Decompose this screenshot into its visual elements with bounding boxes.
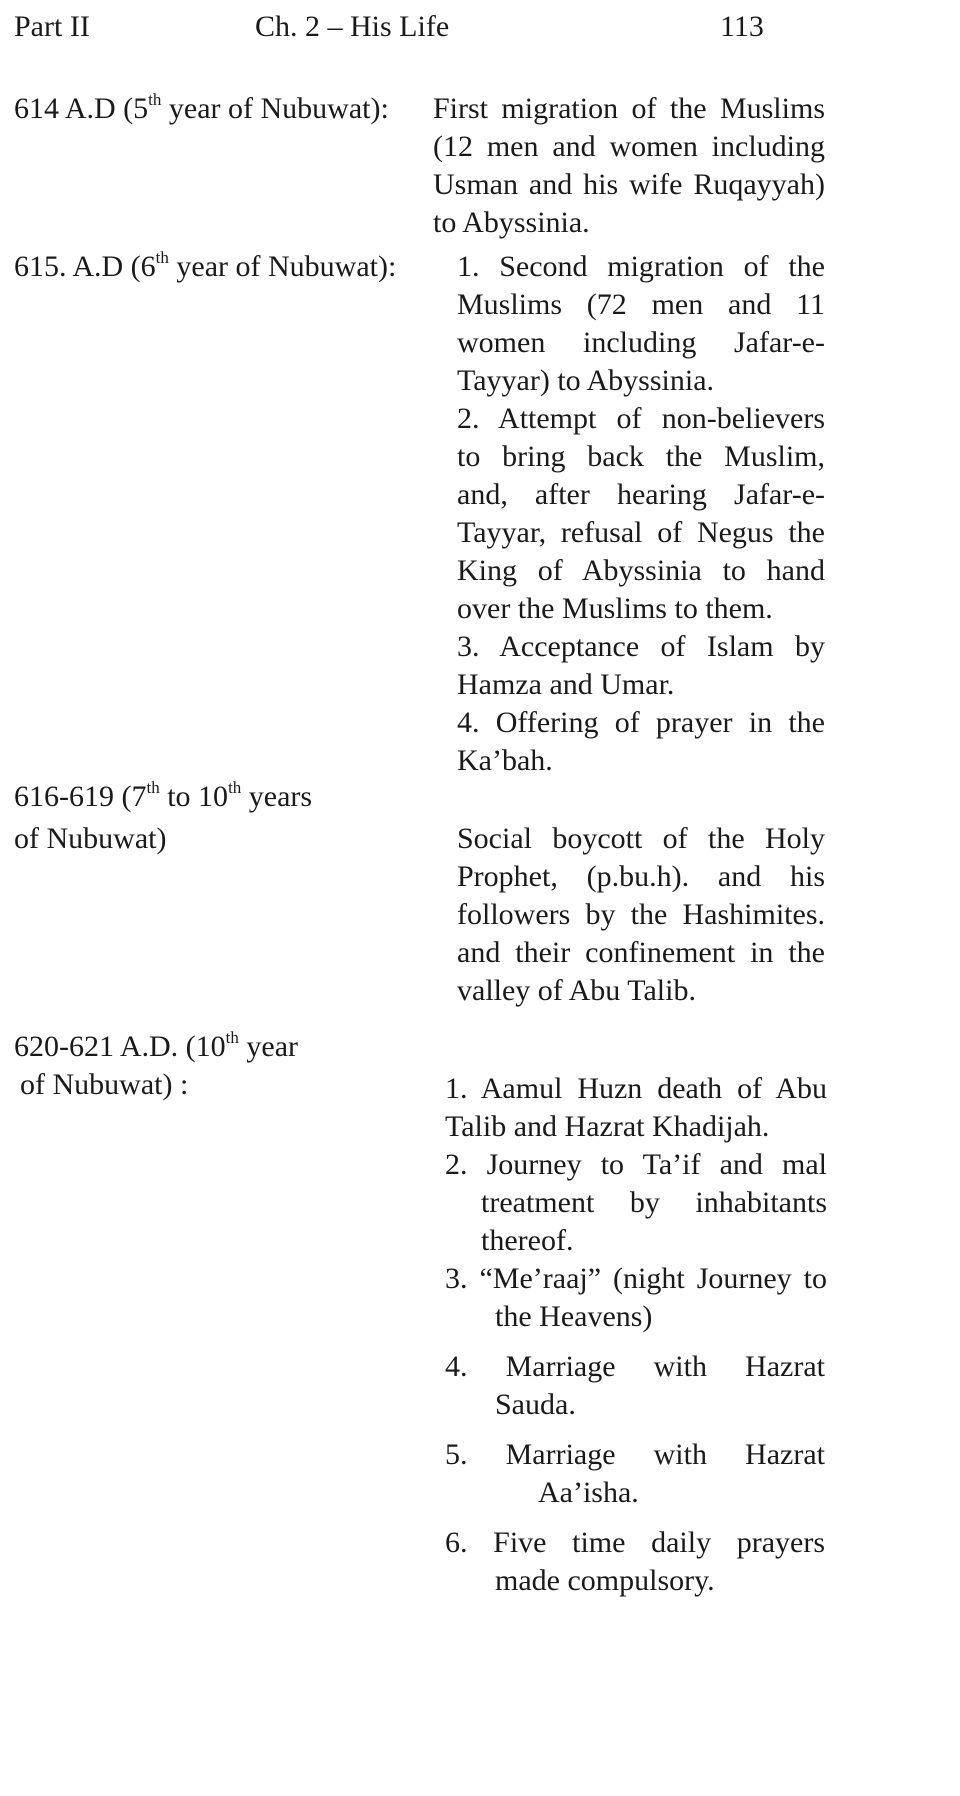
event-text-614: First migration of the Muslims (12 men and women including Usman and his wife Ruqayyah) to Abyssinia. [433, 92, 825, 239]
date-label-620-621: 620-621 A.D. (10th year [14, 1028, 299, 1063]
event-item-2-cont: treatment by inhabitants thereof. [481, 1186, 827, 1257]
date-label-620-621-cont: of Nubuwat) : [20, 1068, 189, 1101]
event-item-6: 6. Five time daily prayers [445, 1526, 825, 1559]
event-text-615: 1. Second migration of the Muslims (72 men and 11 women including Jafar-e- Tayyar) to Abyssinia. 2. Attempt of non-believers to bring back the Muslim, and, after hearing Jafar-e- Tayyar, refusal of Negus the King of Abyssinia to hand over the Muslims to them. 3. Acceptance of Islam by Hamza and Umar. 4. Offering of prayer in the Ka’bah. [457, 250, 825, 777]
event-item-4-cont: Sauda. [495, 1388, 576, 1421]
event-item-4: 4. Marriage with Hazrat [445, 1350, 825, 1383]
event-item-1: 1. Aamul Huzn death of Abu Talib and Hazrat Khadijah. [445, 1072, 827, 1143]
event-item-3-cont: the Heavens) [495, 1300, 653, 1333]
date-label-616-619-cont: of Nubuwat) [14, 822, 167, 855]
event-item-6-cont: made compulsory. [495, 1564, 715, 1597]
page-number: 113 [720, 10, 764, 43]
event-text-616-619: Social boycott of the Holy Prophet, (p.bu.h). and his followers by the Hashimites. and their confinement in the valley of Abu Talib. [457, 822, 825, 1007]
event-item-5: 5. Marriage with Hazrat [445, 1438, 825, 1471]
event-item-3: 3. “Me’raaj” (night Journey to [445, 1262, 827, 1295]
running-header-part: Part II [14, 10, 90, 43]
date-label-616-619: 616-619 (7th to 10th years [14, 778, 313, 813]
event-item-5-cont: Aa’isha. [538, 1476, 639, 1509]
date-label-614: 614 A.D (5th year of Nubuwat): [14, 90, 389, 125]
date-label-615: 615. A.D (6th year of Nubuwat): [14, 248, 397, 283]
running-header-chapter: Ch. 2 – His Life [255, 10, 450, 43]
event-item-2: 2. Journey to Ta’if and mal [445, 1148, 827, 1181]
